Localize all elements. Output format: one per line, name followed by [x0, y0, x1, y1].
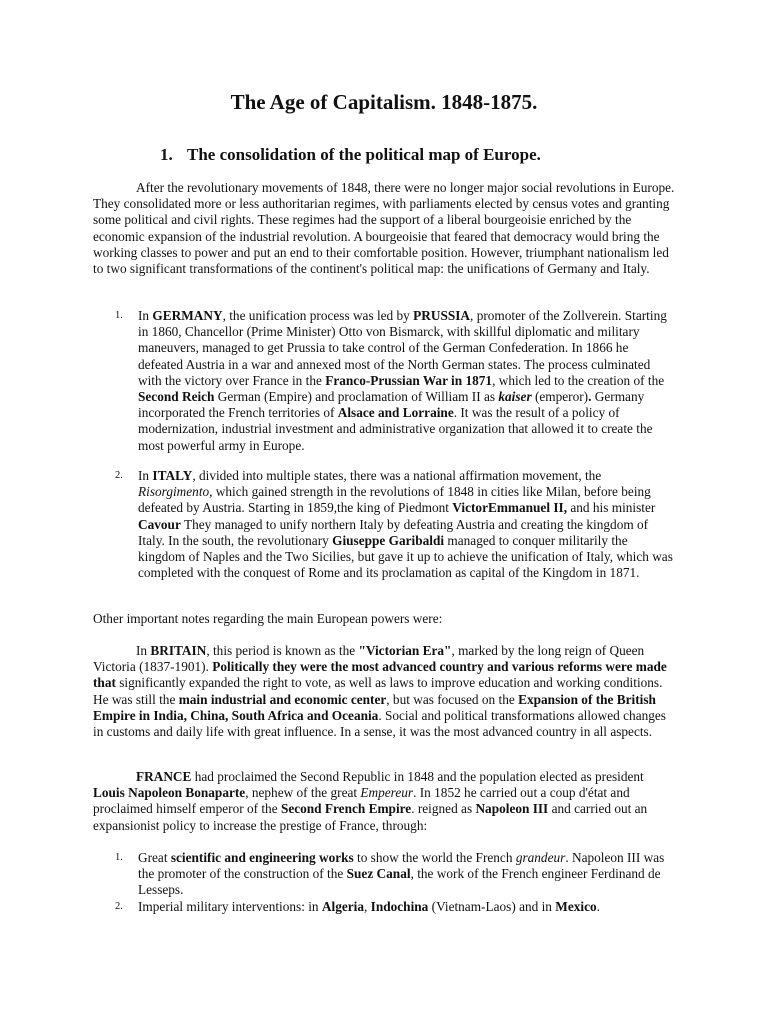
text-run: significantly expanded the right to vote, as well as laws to improve education and working conditions. He was still the	[93, 675, 663, 707]
text-run: Imperial military interventions: in	[138, 899, 322, 914]
text-run: In	[138, 308, 153, 323]
emphasis-run: Expansion of the British Empire in India, China, South Africa and Oceania	[93, 691, 656, 723]
section-number: 1.	[160, 145, 173, 164]
text-run: , but was focused on the	[386, 691, 519, 707]
emphasis-run: Mexico	[555, 899, 597, 914]
emphasis-run: Alsace and Lorraine	[337, 405, 454, 421]
text-run: , nephew of the great	[245, 785, 361, 801]
emphasis-run: main industrial and economic center	[178, 691, 387, 707]
page-title: The Age of Capitalism. 1848-1875.	[230, 90, 538, 114]
text-run: , which led to the creation of the	[492, 372, 665, 388]
emphasis-run: "Victorian Era"	[358, 643, 452, 658]
list-item-text	[138, 468, 673, 580]
emphasis-run: Second French Empire	[280, 801, 412, 817]
list-marker: 2.	[115, 901, 123, 912]
text-run: . In 1852 he carried out a coup d'état and proclaimed himself emperor of the	[93, 785, 630, 817]
text-run: They managed to unify northern Italy by defeating Austria and creating the kingdom of Italy. In the south, the revolutionary	[138, 516, 649, 548]
emphasis-run: FRANCE	[136, 769, 192, 784]
emphasis-run: Suez Canal	[346, 866, 411, 882]
text-run: , the work of the French engineer Ferdinand de Lesseps.	[138, 866, 661, 898]
text-run: and carried out an expansionist policy to increase the prestige of France, through:	[93, 801, 648, 833]
text-run: In	[138, 468, 153, 483]
emphasis-run: PRUSSIA	[413, 308, 471, 323]
text-run: . Social and political transformations allowed changes in customs and daily life with great influence. In a sense, it was the most advanced country in all aspects.	[93, 707, 666, 740]
list-marker: 1.	[115, 852, 123, 863]
emphasis-run: grandeur	[515, 850, 566, 865]
text-run: (Vietnam-Laos) and in	[428, 899, 556, 914]
emphasis-run: BRITAIN	[150, 643, 207, 658]
text-run: After the revolutionary movements of 1848, there were no longer major social revolutions in Europe. They consolidated more or less authoritarian regimes, with parliaments elected by census votes and granting some political and civil rights. These regimes had the support of a liberal bourgeoisie enriched by the economic expansion of the industrial revolution. A bourgeoisie that feared that democracy would bring the working classes to power and put an end to their comfortable position. However, triumphant nationalism led to two significant transformations of the continent's political map: the unifications of Germany and Italy.	[93, 180, 675, 277]
list-marker: 1.	[115, 310, 123, 321]
emphasis-run: Giuseppe Garibaldi	[332, 532, 445, 548]
emphasis-run: Louis Napoleon Bonaparte	[93, 785, 246, 801]
list-item-text	[138, 850, 664, 897]
text-run: , marked by the long reign of Queen Victoria (1837-1901).	[93, 643, 645, 675]
intro-paragraph	[93, 180, 677, 277]
emphasis-run: ITALY	[152, 468, 193, 483]
emphasis-run: Empereur	[360, 785, 414, 801]
emphasis-run: Napoleon III	[475, 801, 549, 817]
text-run: Germany incorporated the French territories of	[138, 389, 645, 421]
text-run: In	[136, 643, 151, 658]
text-run: , divided into multiple states, there was a national affirmation movement, the	[192, 468, 602, 483]
list-item-text	[138, 899, 600, 914]
list-item-interventions	[115, 899, 674, 915]
text-run: . It was the result of a policy of modernization, industrial investment and administrative organization that allowed it to create the most powerful army in Europe.	[138, 405, 653, 453]
emphasis-run: GERMANY	[152, 308, 223, 323]
emphasis-run: Cavour	[138, 516, 181, 532]
emphasis-run: Second Reich	[138, 389, 215, 405]
text-run: had proclaimed the Second Republic in 1848 and the population elected as president	[191, 769, 644, 784]
emphasis-run: Risorgimento,	[138, 484, 213, 500]
emphasis-run: scientific and engineering works	[170, 850, 354, 865]
text-run: German (Empire) and proclamation of William II as	[214, 389, 499, 405]
text-run: (emperor)	[531, 389, 589, 405]
section-heading-text: The consolidation of the political map of Europe.	[187, 145, 541, 164]
text-run: , promoter of the Zollverein. Starting in 1860, Chancellor (Prime Minister) Otto von Bismarck, with skillful diplomatic and military maneuvers, managed to get Prussia to take control of the German Confederation. In 1866 he defeated Austria in a war and annexed most of the North German states. The process culminated with the victory over France in the	[138, 308, 667, 388]
emphasis-run: Franco-Prussian War in 1871	[325, 372, 493, 388]
emphasis-run: .	[588, 389, 592, 405]
text-run: .	[596, 899, 600, 914]
britain-paragraph	[93, 643, 677, 740]
other-notes-paragraph	[93, 611, 677, 627]
text-run: . reigned as	[411, 801, 476, 817]
france-paragraph	[93, 769, 677, 834]
text-run: which gained strength in the revolutions of 1848 in cities like Milan, before being defeated by Austria. Starting in 1859,the king of Piedmont	[138, 484, 651, 516]
emphasis-run: Indochina	[370, 899, 429, 914]
text-run: to show the world the French	[353, 850, 516, 865]
emphasis-run: VictorEmmanuel II,	[452, 500, 568, 516]
section-heading	[160, 144, 541, 166]
emphasis-run: kaiser	[498, 389, 532, 405]
list-item-works	[115, 850, 674, 899]
text-run: , the unification process was led by	[222, 308, 414, 323]
text-run: Other important notes regarding the main European powers were:	[93, 611, 443, 626]
list-item-text	[138, 308, 667, 453]
list-item-italy	[115, 468, 674, 581]
text-run: managed to conquer militarily the kingdom of Naples and the Two Sicilies, but gave it up to achieve the unification of Italy, which was completed with the conquest of Rome and its proclamation as capital of the Kingdom in 1871.	[138, 532, 673, 581]
text-run: , this period is known as the	[206, 643, 359, 658]
emphasis-run: Politically they were the most advanced country and various reforms were made that	[93, 659, 667, 691]
text-run: and his minister	[567, 500, 656, 516]
text-run: . Napoleon III was the promoter of the construction of the	[138, 850, 665, 882]
text-run: Great	[138, 850, 171, 865]
text-run: ,	[364, 899, 371, 914]
list-marker: 2.	[115, 470, 123, 481]
emphasis-run: Algeria	[321, 899, 364, 914]
list-item-germany	[115, 308, 674, 454]
